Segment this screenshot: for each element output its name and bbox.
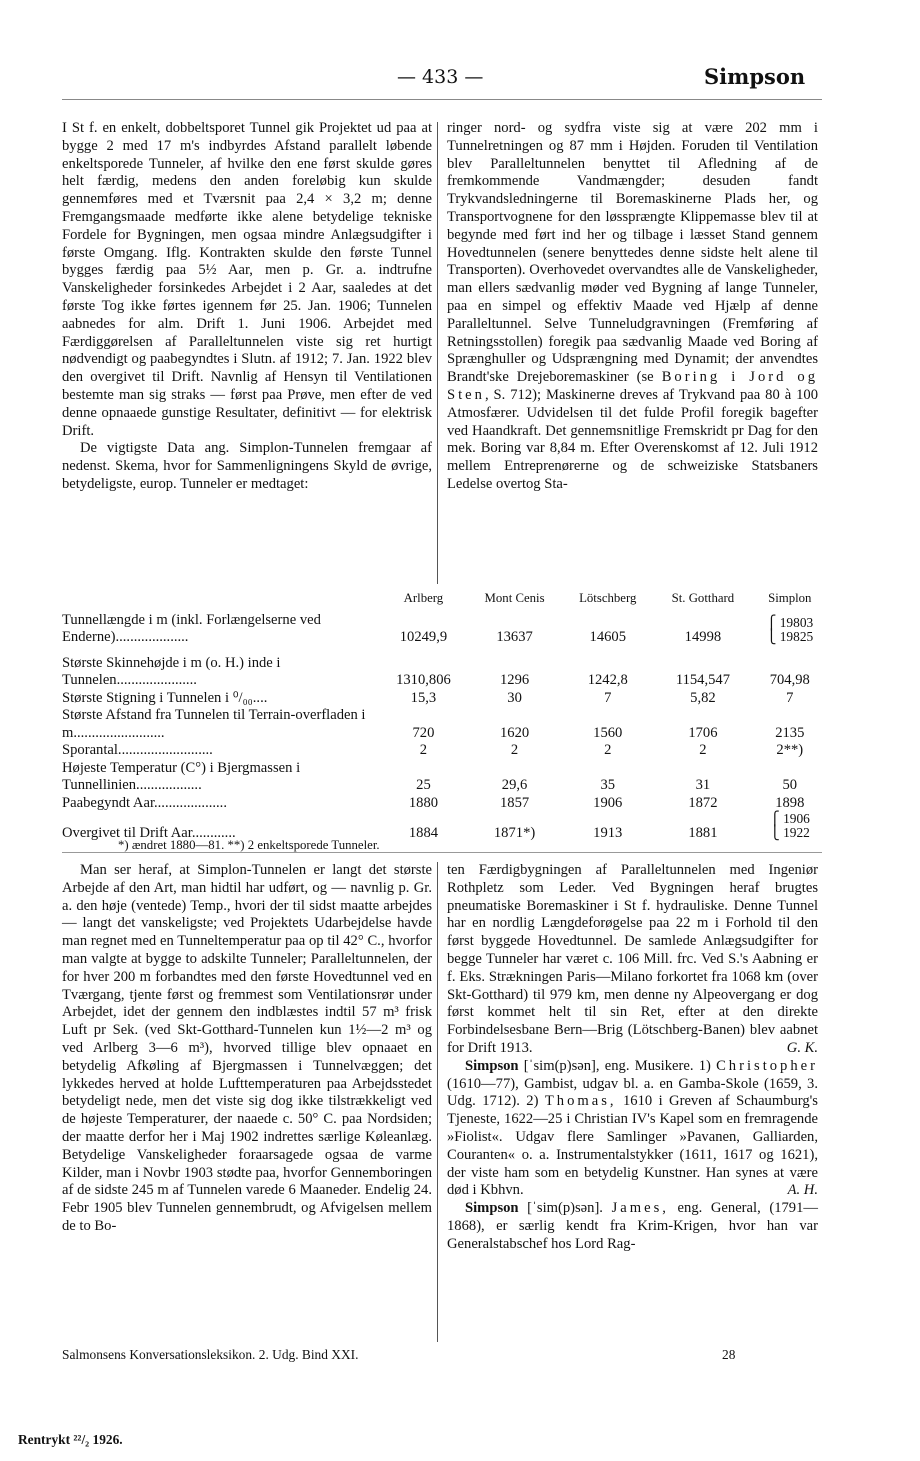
table-cell: 2 xyxy=(419,742,428,758)
table-row xyxy=(62,742,827,760)
table-cell xyxy=(753,812,827,843)
header-rule xyxy=(62,99,822,100)
table-cell: 1871*) xyxy=(493,825,536,841)
table-cell: 2 xyxy=(510,742,519,758)
footer-publication: Salmonsens Konversationsleksikon. 2. Udg. Bind XXI. xyxy=(62,1347,359,1362)
table-cell: 1560 xyxy=(593,724,623,741)
table-cell: 29,6 xyxy=(501,777,528,793)
entry-simpson-general: Simpson [ˈsim(p)sən]. James, eng. General, (1791—1868), er særlig kendt fra Krim-Krigen, hvor han var Generalstabschef hos Lord Rag- xyxy=(447,1200,818,1252)
left-column-top xyxy=(62,120,432,494)
running-headword: Simpson xyxy=(704,64,806,89)
row-label: Højeste Temperatur (C°) i Bjergmassen i Tunnellinien.................. xyxy=(62,759,301,793)
table-cell: 1310,806 xyxy=(396,672,451,688)
column-divider xyxy=(437,862,438,1342)
table-row xyxy=(62,760,827,795)
row-label: Paabegyndt Aar.................... xyxy=(62,794,227,811)
brace-group: ⎧ 19803 ⎩ 19825 xyxy=(766,615,814,644)
table-cell: 2**) xyxy=(776,742,804,758)
row-label: Overgivet til Drift Aar............ xyxy=(62,825,236,841)
paragraph: I St f. en enkelt, dobbeltsporet Tunnel gik Projektet ud paa at bygge 2 med 17 m's indbyrdes Afstand parallelt løbende enkeltsporede Tunneler, af hvilke den ene først skulde gøres helt færdig, medens den anden foreløbig kun skulde gennemføres med et Tværsnit paa 2,4 × 3,2 m; denne Fremgangsmaade medførte ikke alene betydelige tekniske Fordele for Bygningen, men ogsaa mindre Anlægsudgifter i første Omgang. Iflg. Kontrakten skulde den første Tunnel bygges færdig paa 5½ Aar, men p. Gr. a. indtrufne Vanskeligheder forsinkedes Arbejdet i 2 Aar, saaledes at det første Tog ikke førtes igennem før 25. Jan. 1906; Tunnelen aabnedes for alm. Drift 1. Juni 1906. Arbejdet med Færdiggørelsen af Paralleltunnelen viste sig ret hurtigt nødvendigt og paabegyndtes i Slutn. af 1912; 7. Jan. 1922 blev den overgivet til Drift. Navnlig af Hensyn til Ventilationen bestemte man sig straks — først paa Prøve, men efter de ved denne opnaaede gunstige Resultater, definitivt — for elektrisk Drift. xyxy=(62,120,432,439)
row-label: Største Skinnehøjde i m (o. H.) inde i Tunnelen...................... xyxy=(62,654,281,688)
entry-headword: Simpson xyxy=(465,1200,519,1217)
table-cell: 1154,547 xyxy=(675,672,730,688)
table-cell: 1242,8 xyxy=(587,672,628,688)
table-cell: 1906 xyxy=(593,794,623,811)
person-name: James, xyxy=(611,1200,669,1217)
right-column-bottom xyxy=(447,862,818,1254)
table-header-row xyxy=(62,590,827,612)
row-label: Sporantal.......................... xyxy=(62,742,213,758)
table-cell: 7 xyxy=(604,689,612,706)
row-label: Største Stigning i Tunnelen i ⁰/₀₀.... xyxy=(62,689,268,706)
column-header: Simplon xyxy=(768,591,812,605)
table-cell: 1881 xyxy=(688,825,718,841)
table-row xyxy=(62,655,827,690)
cross-reference[interactable]: Boring i Jord og Sten xyxy=(447,369,819,403)
column-divider xyxy=(437,122,438,584)
table-rule xyxy=(62,852,822,853)
column-header: Lötschberg xyxy=(579,591,637,605)
row-label: Største Afstand fra Tunnelen til Terrain-overfladen i m......................... xyxy=(62,707,366,741)
table-cell: 30 xyxy=(507,689,522,706)
table-cell: 35 xyxy=(600,777,616,793)
table-cell: 14998 xyxy=(684,629,722,645)
footer-sheet-number: 28 xyxy=(722,1347,736,1362)
entry-headword: Simpson xyxy=(465,1057,519,1074)
table-footnote: *) ændret 1880—81. **) 2 enkeltsporede Tunneler. xyxy=(118,838,380,852)
table-row xyxy=(62,690,827,708)
column-header: St. Gotthard xyxy=(671,591,735,605)
entry-simpson-musicians: Simpson [ˈsim(p)sən], eng. Musikere. 1) Christopher (1610—77), Gambist, udgav bl. a. en Gamba-Skole (1659, 3. Udg. 1712). 2) Thomas, 1610 i Greven af Schaumburg's Tjeneste, 1622—25 i Christian IV's Kapel som en fremragende »Fiolist«. Udgav flere Samlinger »Pavanen, Galliarden, Couranten« o. a. Instrumentalstykker (1611, 1617 og 1621), der viste ham som en betydelig Kunstner. Han synes at være død i Kbhvn. A. H. xyxy=(447,1057,818,1199)
table-cell: 15,3 xyxy=(410,689,437,706)
author-signature: G. K. xyxy=(786,1039,818,1056)
brace-group: ⎧ 1906 ⎩ 1922 xyxy=(769,811,810,840)
table-cell: 25 xyxy=(416,777,431,793)
table-cell: 2 xyxy=(699,742,707,758)
reprint-note: Rentrykt ²²/₂ 1926. xyxy=(18,1432,123,1447)
table-cell: 31 xyxy=(695,777,711,793)
table-row xyxy=(62,707,827,742)
person-name: Thomas, xyxy=(544,1093,617,1110)
row-label: Tunnellængde i m (inkl. Forlængelserne ved Enderne).................... xyxy=(62,611,321,645)
table-cell: 704,98 xyxy=(769,672,810,688)
author-signature: A. H. xyxy=(787,1182,818,1199)
table-cell: 720 xyxy=(412,724,435,741)
table-cell: 1620 xyxy=(499,724,530,741)
table-cell xyxy=(753,612,827,647)
table-cell: 1884 xyxy=(408,825,439,841)
table-cell: 2 xyxy=(604,742,612,758)
table-cell: 5,82 xyxy=(690,689,716,706)
right-column-top xyxy=(447,120,818,494)
table-cell: 50 xyxy=(782,777,798,793)
left-column-bottom xyxy=(62,862,432,1236)
paragraph: ringer nord- og sydfra viste sig at være 202 mm i Tunnelretningen og 87 mm i Højden. Foruden til Ventilation blev Paralleltunnelen benyttet til Afledning af de fremkommende Vandmængder; desuden fandt Trykvandsledningerne til Boremaskinerne Plads her, og Transportvognene for den løssprængte Klippemasse blev til at begynde med ført ind her og tilbage i læsset Stand gennem Hovedtunnelen (senere benyttedes denne sidste helt alene til Transporten). Overhovedet overvandtes alle de Vanskeligheder, man ellers sædvanlig møder ved Bygning af lange Tunneler, paa en simpel og effektiv Maade ved Hjælp af denne Paralleltunnel. Selve Tunneludgravningen (Fremføring af Retningsstollen) foregik paa sædvanlig Maade ved Boring af Sprænghuller og Udsprængning med Dynamit; der anvendtes Brandt'ske Drejeboremaskiner (se Boring i Jord og Sten, S. 712); Maskinerne dreves af Trykvand paa 80 à 100 Atmosfærer. Udvidelsen til det fulde Profil foregik bagefter ved Haandkraft. Det gennemsnitlige Fremskridt pr Dag for den mek. Boring var 8,84 m. Efter Overenskomst af 12. Juli 1912 mellem Entreprenørerne og de schweiziske Statsbaners Ledelse overtog Sta- xyxy=(447,120,819,492)
column-header: Arlberg xyxy=(403,591,444,605)
table-cell: 1913 xyxy=(593,825,623,841)
table-row xyxy=(62,795,827,813)
table-cell: 1706 xyxy=(688,724,718,741)
table-cell: 1872 xyxy=(688,794,718,811)
paragraph: ten Færdigbygningen af Paralleltunnelen med Ingeniør Rothpletz som Leder. Ved Bygningen heraf brugtes pneumatiske Boremaskiner i St f. hydrauliske. Denne Tunnel har en nordlig Længdeforøgelse paa 22 m i Forhold til den først byggede Hovedtunnel. De samlede Anlægsudgifter for begge Tunneler har været c. 106 Mill. frc. Ved S.'s Aabning er f. Eks. Strækningen Paris—Milano forkortet fra 1068 km (over Skt-Gotthard) til 979 km, men denne ny Alpeovergang er dog først kommet helt til sin Ret, efter at den direkte Forbindelsesbane Bern—Brig (Lötschberg-Banen) blev aabnet for Drift 1913. G. K. xyxy=(447,862,818,1056)
table-cell: 14605 xyxy=(589,629,626,645)
table-cell: 1857 xyxy=(499,794,530,811)
paragraph: Man ser heraf, at Simplon-Tunnelen er langt det største Arbejde af den Art, man hidtil har udført, og — navnlig p. Gr. a. den høje (ventede) Temp., hvori der til sidst maatte arbejdes — langt det vanskeligste; ved Projektets Udarbejdelse havde man regnet med en Tunneltemperatur paa op til 42° C., hvorfor man valgte at bygge to adskilte Tunneler; Paralleltunnelen, der for hver 200 m forbandtes med den første Hovedtunnel ved en Tværgang, tjente først og fremmest som Ventilationsrør under Arbejdet, idet der gennem den indblæstes indtil 57 m³ frisk Luft pr Sek. (ved Skt-Gotthard-Tunnelen kun 1½—2 m³ og ved Arlberg 3—6 m³), hvorved tillige blev opnaaet en betydelig Afkøling af Bjergmassen i Tunnelvæggen; det lykkedes herved at holde Lufttemperaturen paa Arbejdsstedet betydeligt nede, men det viste sig dog ikke tilstrækkeligt ved de højeste Temperaturer, der naaede c. 50° C. paa Nordsiden; der maatte derfor her i Maj 1902 indrettes særlige Køleanlæg. Betydelige Vanskeligheder foraarsagede ogsaa de varme Kilder, man i Novbr 1903 stødte paa, hvorfor Gennemboringen af de sidste 245 m af Tunnelen varede 6 Maaneder. Endelig 24. Febr 1905 blev Tunnelen gennembrudt, og Afvigelsen mellem de to Bo- xyxy=(62,862,432,1234)
table-cell: 1898 xyxy=(775,794,805,811)
page-number: — 433 — xyxy=(397,66,484,88)
tunnel-comparison-table xyxy=(62,590,827,843)
table-cell: 7 xyxy=(786,689,794,706)
column-header: Mont Cenis xyxy=(484,591,545,605)
paragraph: De vigtigste Data ang. Simplon-Tunnelen fremgaar af nedenst. Skema, hvor for Sammenligningens Skyld de øvrige, betydeligste, europ. Tunneler er medtaget: xyxy=(62,440,432,492)
person-name: Christopher xyxy=(716,1057,818,1074)
table-cell: 10249,9 xyxy=(399,629,448,645)
table-cell: 1296 xyxy=(499,672,530,688)
table-cell: 1880 xyxy=(408,794,439,811)
table-cell: 2135 xyxy=(775,724,805,741)
table-cell: 13637 xyxy=(496,629,533,645)
table-row xyxy=(62,612,827,647)
